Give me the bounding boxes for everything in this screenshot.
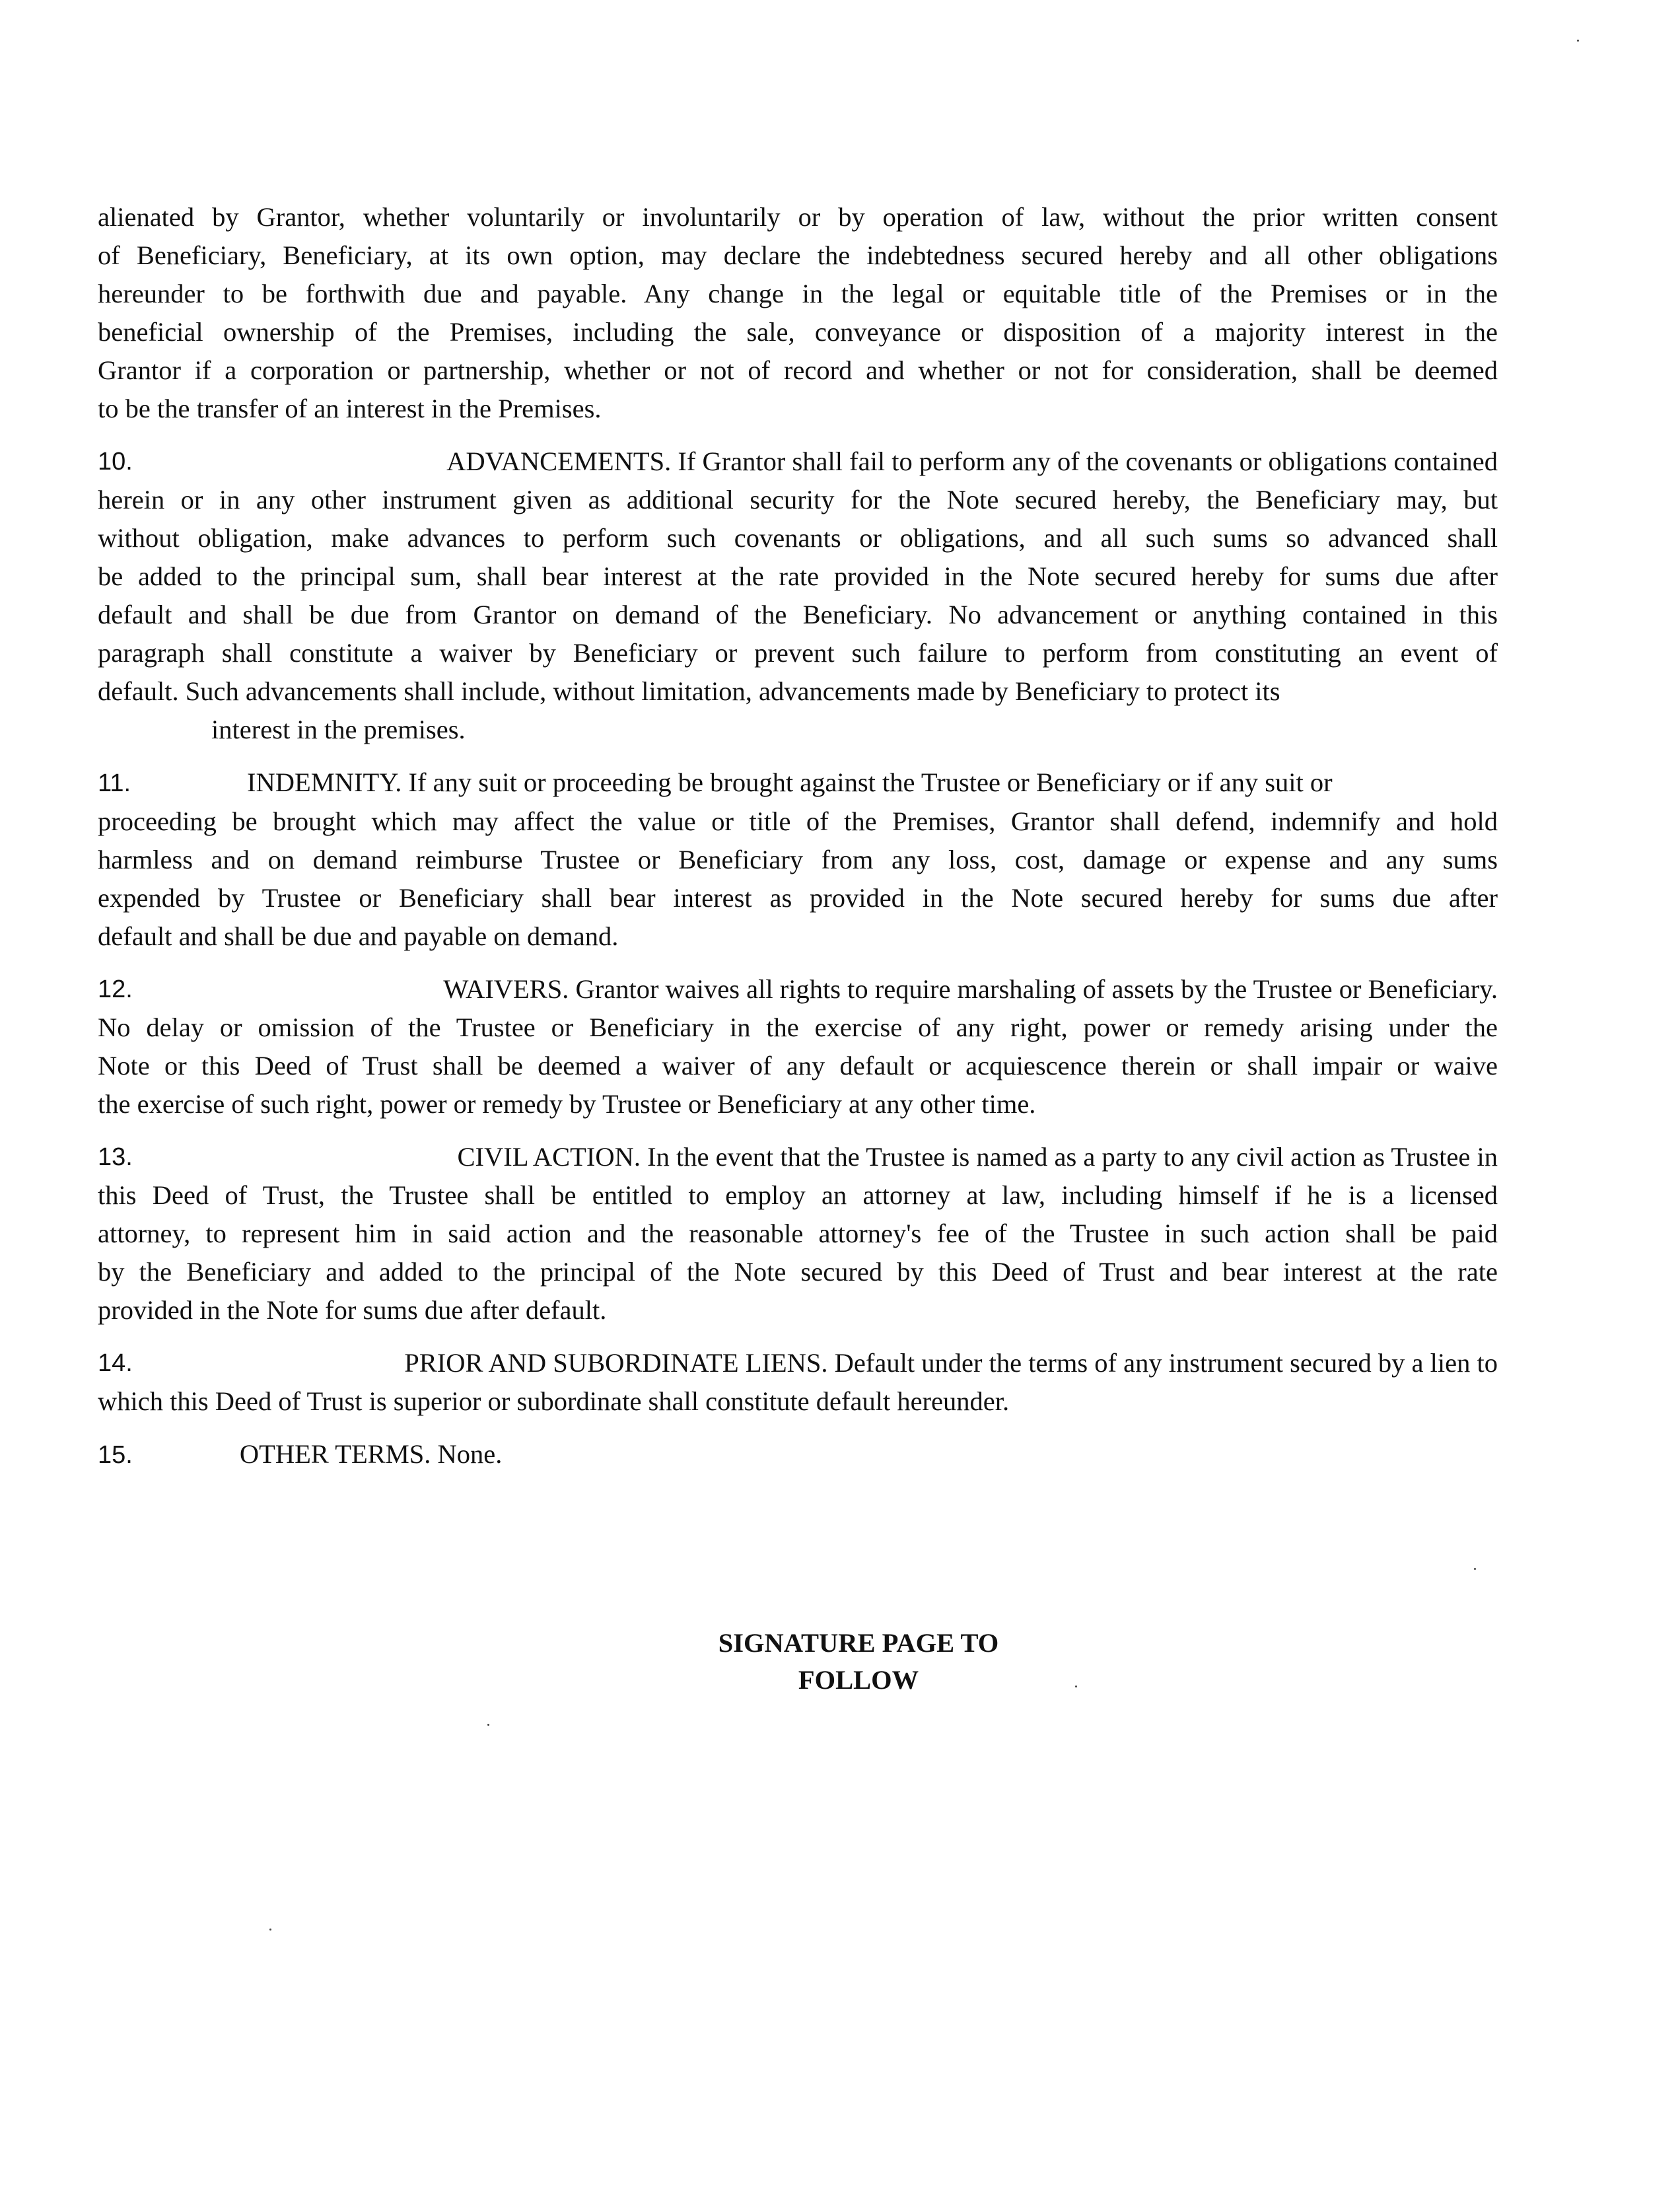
text-line: provided in the Note for sums due after default.	[98, 1295, 607, 1325]
section-12	[98, 970, 1498, 1123]
section-number: 13.	[98, 1143, 133, 1171]
section-heading-line	[98, 443, 1498, 481]
text-line: of Beneficiary, Beneficiary, at its own option, may declare the indebtedness secured hereby and all other obligations	[98, 240, 1498, 270]
text-line: to be the transfer of an interest in the Premises.	[98, 394, 602, 423]
text-line: alienated by Grantor, whether voluntarily or involuntarily or by operation of law, without the prior written consent	[98, 202, 1498, 232]
signature-page-note	[634, 1625, 1083, 1699]
text-line: default. Such advancements shall include, without limitation, advancements made by Beneficiary to protect its	[98, 676, 1280, 706]
section-number: 15.	[98, 1441, 133, 1469]
text-line: Grantor if a corporation or partnership, whether or not of record and whether or not for consideration, shall be deemed	[98, 355, 1498, 385]
section-number: 14.	[98, 1349, 133, 1377]
section-heading-line	[98, 763, 1498, 802]
text-line: attorney, to represent him in said action and the reasonable attorney's fee of the Trustee in such action shall be paid	[98, 1219, 1498, 1248]
text-line: No delay or omission of the Trustee or Beneficiary in the exercise of any right, power or remedy arising under the	[98, 1012, 1498, 1042]
document-page	[98, 198, 1498, 1474]
signature-note-line: SIGNATURE PAGE TO	[718, 1628, 999, 1658]
section-11	[98, 763, 1498, 956]
text-line: interest in the premises.	[211, 715, 466, 744]
text-line: proceeding be brought which may affect the value or title of the Premises, Grantor shall defend, indemnify and hold	[98, 806, 1498, 836]
section-first-line: WAIVERS. Grantor waives all rights to require marshaling of assets by the Trustee or Beneficiary.	[443, 974, 1498, 1004]
section-number: 10.	[98, 448, 133, 476]
section-14	[98, 1344, 1498, 1421]
text-line: this Deed of Trust, the Trustee shall be entitled to employ an attorney at law, including himself if he is a licensed	[98, 1180, 1498, 1210]
section-first-line: ADVANCEMENTS. If Grantor shall fail to perform any of the covenants or obligations contained	[446, 446, 1498, 476]
continuation-paragraph	[98, 198, 1498, 428]
text-line: beneficial ownership of the Premises, including the sale, conveyance or disposition of a majority interest in the	[98, 317, 1498, 347]
text-line: herein or in any other instrument given as additional security for the Note secured hereby, the Beneficiary may, but	[98, 485, 1498, 514]
section-number: 11.	[98, 769, 131, 797]
signature-note-line: FOLLOW	[798, 1665, 919, 1695]
section-heading-line	[98, 1138, 1498, 1176]
section-number: 12.	[98, 975, 133, 1003]
text-line: default and shall be due and payable on demand.	[98, 921, 619, 951]
text-line: the exercise of such right, power or remedy by Trustee or Beneficiary at any other time.	[98, 1089, 1036, 1119]
section-13	[98, 1138, 1498, 1329]
text-line: expended by Trustee or Beneficiary shall bear interest as provided in the Note secured hereby for sums due after	[98, 883, 1498, 913]
section-first-line: OTHER TERMS. None.	[239, 1439, 503, 1469]
text-line: Note or this Deed of Trust shall be deemed a waiver of any default or acquiescence therein or shall impair or waive	[98, 1051, 1498, 1081]
section-first-line: INDEMNITY. If any suit or proceeding be brought against the Trustee or Beneficiary or if any suit or	[247, 767, 1333, 797]
text-line: harmless and on demand reimburse Trustee or Beneficiary from any loss, cost, damage or expense and any sums	[98, 845, 1498, 874]
text-line: paragraph shall constitute a waiver by Beneficiary or prevent such failure to perform from constituting an event of	[98, 638, 1498, 668]
section-first-line: CIVIL ACTION. In the event that the Trustee is named as a party to any civil action as Trustee in	[457, 1142, 1498, 1172]
section-heading-line	[98, 1344, 1498, 1382]
section-15	[98, 1435, 1498, 1474]
text-line: default and shall be due from Grantor on demand of the Beneficiary. No advancement or anything contained in this	[98, 600, 1498, 629]
scan-speck	[1075, 1685, 1077, 1687]
section-heading-line	[98, 970, 1498, 1009]
section-10	[98, 443, 1498, 749]
text-line: be added to the principal sum, shall bear interest at the rate provided in the Note secured hereby for sums due after	[98, 561, 1498, 591]
text-line: by the Beneficiary and added to the principal of the Note secured by this Deed of Trust and bear interest at the rate	[98, 1257, 1498, 1287]
scan-speck	[487, 1724, 489, 1726]
text-line: without obligation, make advances to perform such covenants or obligations, and all such sums so advanced shall	[98, 523, 1498, 553]
text-line: which this Deed of Trust is superior or subordinate shall constitute default hereunder.	[98, 1386, 1010, 1416]
scan-speck	[269, 1929, 271, 1931]
scan-speck	[1577, 40, 1579, 42]
section-heading-line	[98, 1435, 1498, 1474]
section-first-line: PRIOR AND SUBORDINATE LIENS. Default under the terms of any instrument secured by a lien to	[404, 1348, 1498, 1378]
scan-speck	[1474, 1568, 1476, 1570]
text-line: hereunder to be forthwith due and payable. Any change in the legal or equitable title of the Premises or in the	[98, 279, 1498, 308]
